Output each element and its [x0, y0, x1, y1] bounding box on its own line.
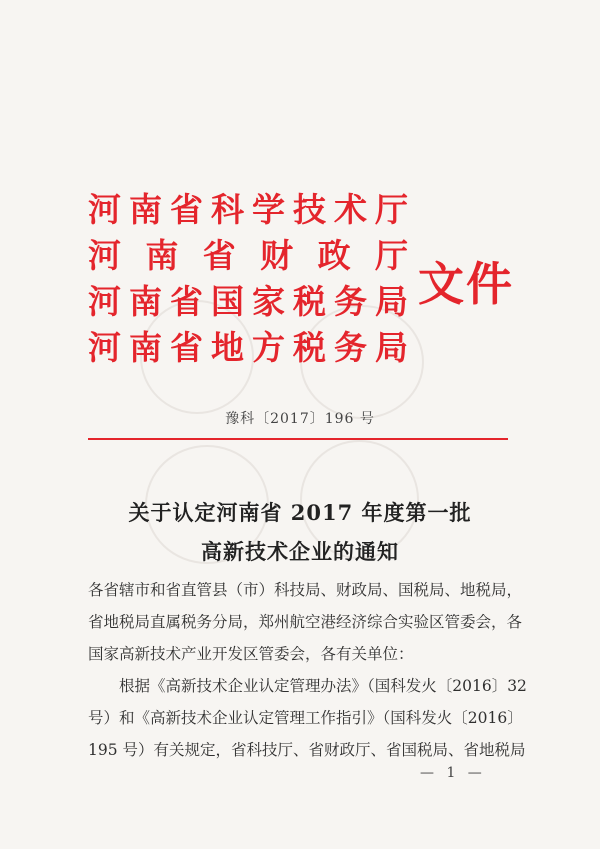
issuer-char: 河: [88, 328, 121, 367]
body-line: 号）和《高新技术企业认定管理工作指引》（国科发火〔2016〕: [88, 709, 523, 727]
document-number: 豫科〔2017〕196 号: [225, 411, 375, 427]
issuer-char: 税: [293, 282, 326, 321]
issuer-char: 国: [211, 282, 244, 321]
issuer-char: 务: [334, 328, 367, 367]
issuer-char: 河: [88, 236, 121, 275]
issuer-char: 厅: [374, 236, 408, 275]
issuer-line: [88, 188, 408, 232]
body-line: 各省辖市和省直管县（市）科技局、财政局、国税局、地税局，: [88, 581, 523, 599]
body-line: 195 号）有关规定，省科技厅、省财政厅、省国税局、省地税局: [88, 741, 526, 759]
issuer-char: 南: [129, 282, 162, 321]
body-line: 国家高新技术产业开发区管委会，各有关单位：: [88, 645, 414, 663]
issuer-char: 河: [88, 190, 121, 229]
issuer-char: 财: [260, 236, 294, 275]
issuer-char: 地: [211, 328, 244, 367]
title-line-1: 关于认定河南省 2017 年度第一批: [128, 500, 472, 525]
issuer-char: 省: [170, 328, 203, 367]
page-number: — 1 —: [420, 765, 486, 781]
issuer-char: 务: [334, 282, 367, 321]
issuer-char: 河: [88, 282, 121, 321]
red-divider: [88, 438, 508, 440]
issuer-char: 省: [170, 190, 203, 229]
document-label: 文件: [418, 257, 514, 311]
title-line-2: 高新技术企业的通知: [201, 539, 399, 564]
issuer-char: 科: [211, 190, 244, 229]
issuer-char: 家: [252, 282, 285, 321]
issuer-char: 术: [334, 190, 367, 229]
issuer-char: 税: [293, 328, 326, 367]
issuer-char: 省: [170, 282, 203, 321]
issuer-char: 厅: [375, 190, 408, 229]
issuer-char: 南: [129, 328, 162, 367]
issuer-char: 技: [293, 190, 326, 229]
body-line: 根据《高新技术企业认定管理办法》（国科发火〔2016〕32: [119, 677, 527, 695]
issuer-char: 局: [375, 282, 408, 321]
issuer-char: 政: [317, 236, 351, 275]
issuer-line: [88, 280, 408, 324]
issuer-char: 学: [252, 190, 285, 229]
body-line: 省地税局直属税务分局，郑州航空港经济综合实验区管委会，各: [88, 613, 523, 631]
issuer-char: 南: [129, 190, 162, 229]
issuer-char: 南: [145, 236, 179, 275]
issuer-line: [88, 326, 408, 370]
issuer-char: 省: [202, 236, 236, 275]
issuer-line: [88, 234, 408, 278]
issuer-char: 局: [375, 328, 408, 367]
issuer-char: 方: [252, 328, 285, 367]
